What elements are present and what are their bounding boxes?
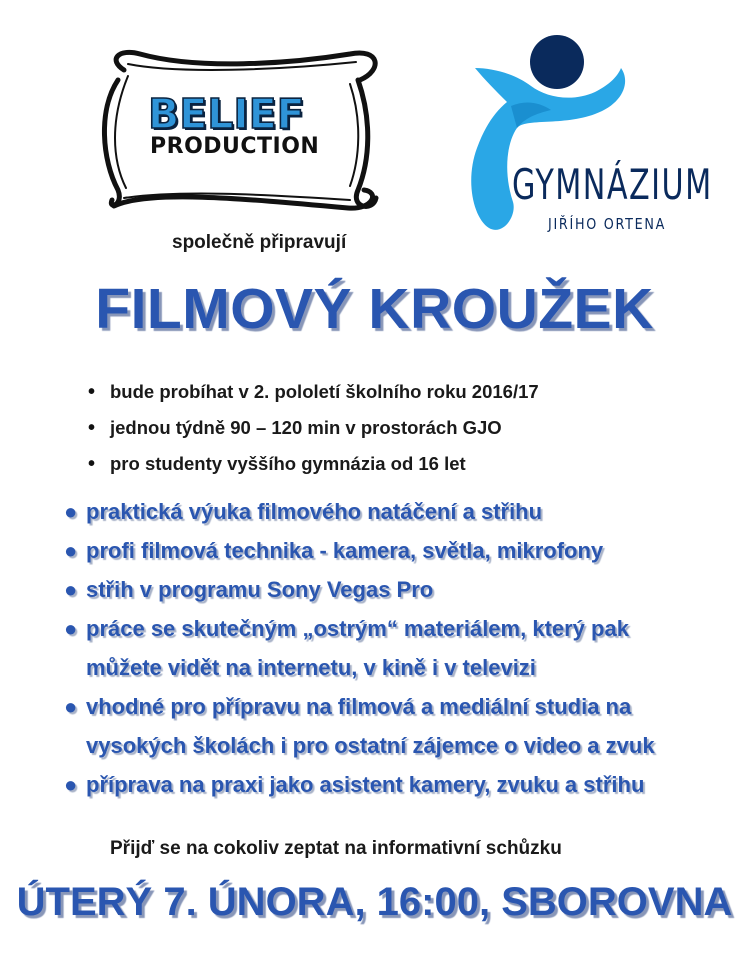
bullet-icon: ● (64, 616, 78, 641)
feature-text: profi filmová technika - kamera, světla, mikrofony (86, 538, 604, 563)
bullet-icon: ● (64, 772, 78, 797)
feature-text-continued: vysokých školách i pro ostatní zájemce o video a zvuk (86, 733, 655, 758)
feature-text: práce se skutečným „ostrým“ materiálem, který pak (86, 616, 629, 641)
feature-text: vhodné pro přípravu na filmová a mediální studia na (86, 694, 632, 719)
feature-list (64, 492, 655, 804)
bullet-icon: ● (64, 499, 78, 524)
production-logo-word: PRODUCTION (150, 134, 320, 159)
feature-text-continued: můžete vidět na internetu, v kině i v televizi (86, 655, 536, 680)
gymnazium-logo-word: GYMNÁZIUM (512, 160, 713, 209)
feature-text: praktická výuka filmového natáčení a střihu (86, 499, 543, 524)
info-item: • bude probíhat v 2. pololetí školního roku 2016/17 (88, 374, 539, 410)
feature-item (64, 531, 655, 570)
feature-item (64, 609, 655, 687)
bullet-icon: ● (64, 577, 78, 602)
feature-item (64, 765, 655, 804)
subtitle: společně připravují (172, 232, 347, 253)
bullet-icon: ● (64, 538, 78, 563)
event-details: ÚTERÝ 7. ÚNORA, 16:00, SBOROVNA (16, 880, 733, 924)
info-item: • jednou týdně 90 – 120 min v prostorách GJO (88, 410, 539, 446)
feature-text: střih v programu Sony Vegas Pro (86, 577, 434, 602)
page-title: FILMOVÝ KROUŽEK (95, 277, 654, 341)
footer-note: Přijď se na cokoliv zeptat na informativní schůzku (110, 838, 562, 859)
info-item: • pro studenty vyššího gymnázia od 16 let (88, 446, 539, 482)
belief-logo-word: BELIEF (148, 90, 305, 138)
info-list (88, 374, 539, 482)
feature-item (64, 687, 655, 765)
bullet-icon: ● (64, 694, 78, 719)
gymnazium-logo (455, 30, 705, 245)
feature-item (64, 570, 655, 609)
gymnazium-logo-subtitle: JIŘÍHO ORTENA (548, 215, 666, 233)
feature-text: příprava na praxi jako asistent kamery, zvuku a střihu (86, 772, 645, 797)
feature-item (64, 492, 655, 531)
